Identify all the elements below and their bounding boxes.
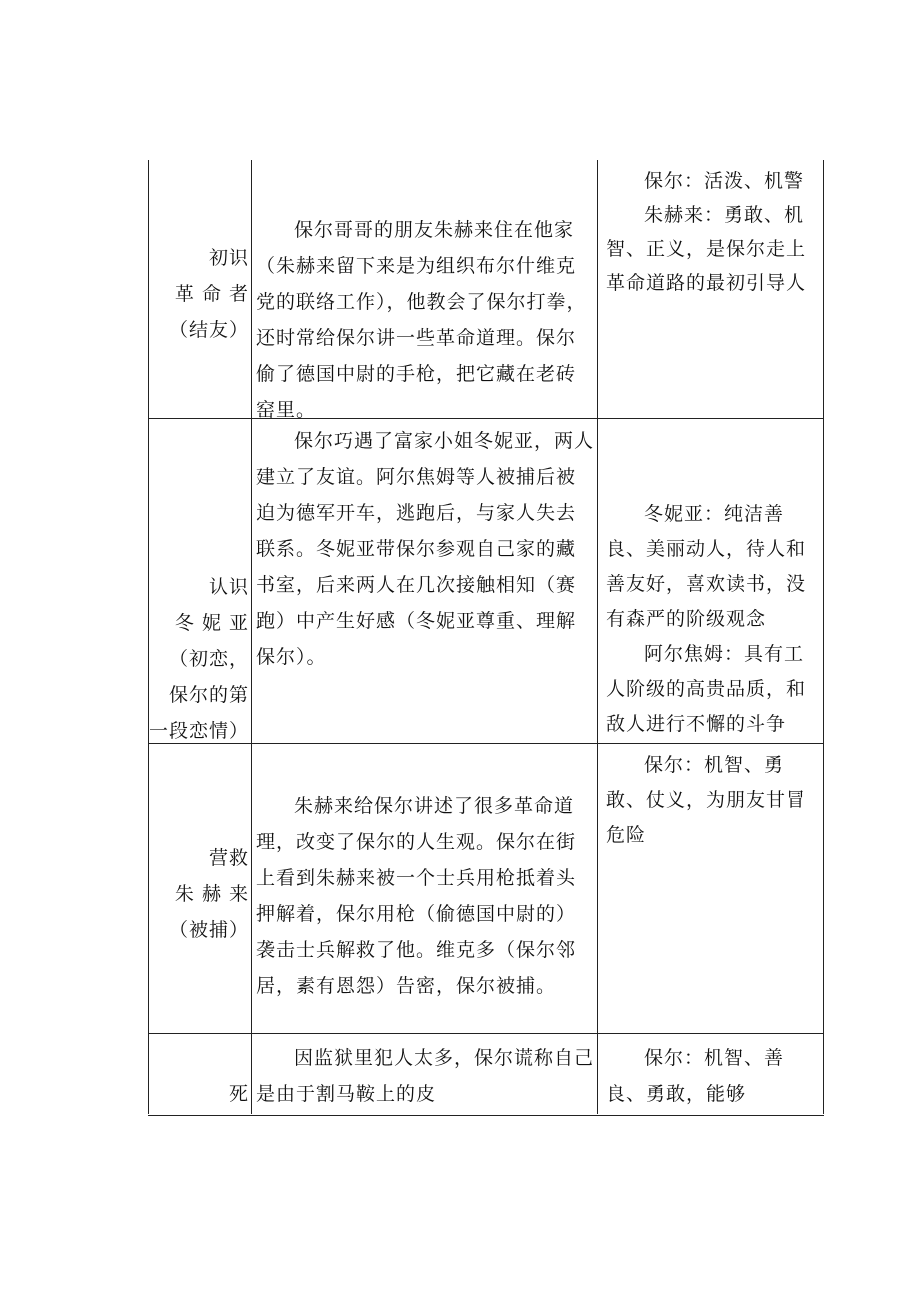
event-line: （被捕） xyxy=(168,919,249,941)
content-cell xyxy=(252,744,597,1033)
content-cell xyxy=(252,160,597,421)
content-text: 朱赫来给保尔讲述了很多革命道理，改变了保尔的人生观。保尔在街上看到朱赫来被一个士兵用枪抵着头押解着，保尔用枪（偷德国中尉的）袭击士兵解救了他。维克多（保尔邻居，素有恩怨）告密，保尔被捕。 xyxy=(256,795,577,997)
event-line: 一段恋情） xyxy=(148,720,249,742)
event-line: 冬 妮 亚 xyxy=(174,612,249,634)
content-text: 保尔巧遇了富家小姐冬妮亚，两人建立了友谊。阿尔焦姆等人被捕后被迫为德军开车，逃跑后，与家人失去联系。冬妮亚带保尔参观自己家的藏书室，后来两人在几次接触相知（赛跑）中产生好感（冬妮亚尊重、理解保尔）。 xyxy=(256,430,595,668)
character-text: 保尔：机智、勇敢、仗义，为朋友甘冒危险 xyxy=(606,754,807,846)
event-line: 营救 xyxy=(208,847,249,869)
table-row xyxy=(148,419,824,744)
event-line: 朱 赫 来 xyxy=(174,883,249,905)
character-text: 朱赫来：勇敢、机智、正义，是保尔走上革命道路的最初引导人 xyxy=(606,204,807,294)
character-cell xyxy=(598,744,824,1033)
plot-table xyxy=(148,160,824,1116)
event-line: 革 命 者 xyxy=(174,283,249,305)
table-row xyxy=(148,744,824,1034)
character-text: 保尔：机智、善良、勇敢，能够 xyxy=(606,1047,785,1105)
table-row xyxy=(148,1034,824,1116)
character-cell xyxy=(598,1034,824,1115)
event-cell xyxy=(148,1034,251,1115)
event-line: 认识 xyxy=(208,576,249,598)
event-cell xyxy=(148,744,251,1033)
event-line: 保尔的第 xyxy=(168,684,249,706)
table-row xyxy=(148,160,824,419)
event-line: 初识 xyxy=(208,247,249,269)
event-line: （初恋， xyxy=(168,648,249,670)
content-text: 保尔哥哥的朋友朱赫来住在他家（朱赫来留下来是为组织布尔什维克党的联络工作），他教会了保尔打拳，还时常给保尔讲一些革命道理。保尔偷了德国中尉的手枪，把它藏在老砖窑里。 xyxy=(256,219,587,421)
event-line: （结友） xyxy=(168,319,249,341)
character-cell xyxy=(598,419,824,743)
event-cell xyxy=(148,419,251,743)
event-line: 死 xyxy=(228,1083,249,1105)
character-text: 保尔：活泼、机警 xyxy=(644,170,805,192)
event-cell xyxy=(148,160,251,418)
character-cell xyxy=(598,160,824,418)
content-text: 因监狱里犯人太多，保尔谎称自己是由于割马鞍上的皮 xyxy=(256,1047,595,1105)
content-cell xyxy=(252,419,597,743)
character-text: 阿尔焦姆：具有工人阶级的高贵品质，和敌人进行不懈的斗争 xyxy=(606,643,807,735)
character-text: 冬妮亚：纯洁善良、美丽动人，待人和善友好，喜欢读书，没有森严的阶级观念 xyxy=(606,503,807,630)
content-cell xyxy=(252,1034,597,1115)
